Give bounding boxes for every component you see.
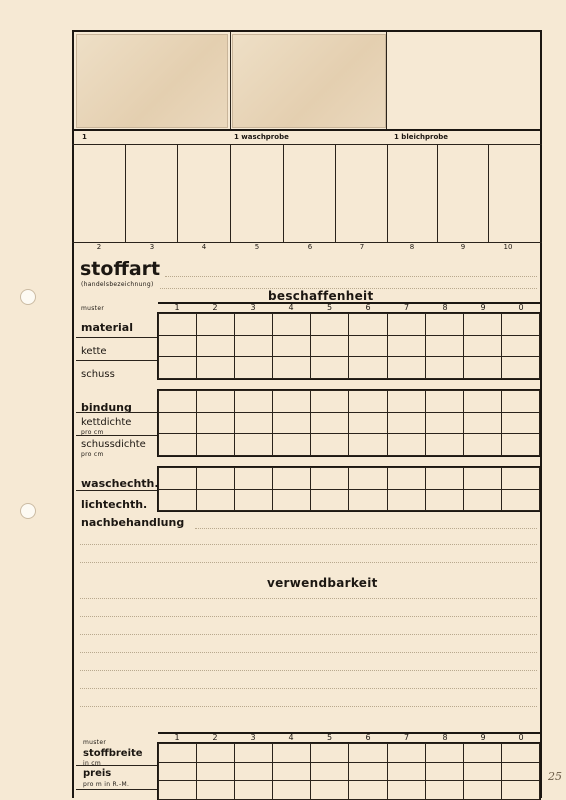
row-label-schuss: schuss bbox=[81, 369, 115, 380]
bottom-column-number: 0 bbox=[518, 733, 524, 742]
blank-line bbox=[80, 598, 537, 599]
strip-divider bbox=[283, 144, 284, 242]
bottom-column-number: 9 bbox=[480, 733, 486, 742]
strip-number: 5 bbox=[254, 243, 260, 251]
blank-line bbox=[80, 688, 537, 689]
row-label-nachbehandlung: nachbehandlung bbox=[81, 516, 185, 529]
swatch-label-wash: 1 waschprobe bbox=[234, 133, 289, 141]
stoffart-title: stoffart bbox=[80, 258, 161, 280]
column-number: 9 bbox=[480, 303, 486, 312]
strip-number: 9 bbox=[460, 243, 466, 251]
stoffbreite-unit: in cm bbox=[83, 760, 102, 767]
stoffart-subtitle: (handelsbezeichnung) bbox=[81, 281, 154, 288]
swatch-bottom-line bbox=[72, 129, 542, 131]
beschaffenheit-heading: beschaffenheit bbox=[268, 289, 374, 303]
strip-number: 3 bbox=[149, 243, 155, 251]
verwendbarkeit-heading: verwendbarkeit bbox=[267, 576, 378, 590]
strip-divider bbox=[387, 144, 388, 242]
row-label-lichtechth: lichtechth. bbox=[81, 498, 148, 511]
strip-divider bbox=[437, 144, 438, 242]
swatch-divider-2 bbox=[386, 32, 387, 130]
row-label-kettdichte: kettdichte bbox=[81, 417, 132, 428]
row-label-stoffbreite: stoffbreite bbox=[83, 748, 143, 759]
muster-label: muster bbox=[81, 305, 105, 312]
price-grid bbox=[157, 742, 541, 800]
bindung-grid bbox=[157, 389, 541, 457]
row-line bbox=[76, 435, 157, 436]
bottom-column-number: 6 bbox=[365, 733, 371, 742]
bottom-column-number: 2 bbox=[212, 733, 218, 742]
column-number: 7 bbox=[403, 303, 410, 312]
blank-line bbox=[80, 670, 537, 671]
swatch-label-bleach: 1 bleichprobe bbox=[394, 133, 449, 141]
row-label-bindung: bindung bbox=[81, 401, 132, 414]
strip-divider bbox=[488, 144, 489, 242]
bottom-column-number: 5 bbox=[326, 733, 333, 742]
column-number: 3 bbox=[250, 303, 256, 312]
bottom-column-number: 7 bbox=[403, 733, 410, 742]
bottom-muster-label: muster bbox=[83, 739, 107, 746]
kettdichte-unit: pro cm bbox=[81, 429, 104, 436]
echtheit-grid bbox=[157, 466, 541, 512]
strip-number: 2 bbox=[96, 243, 102, 251]
strip-number: 7 bbox=[359, 243, 365, 251]
stoffart-fill-line bbox=[165, 276, 537, 277]
row-line bbox=[76, 789, 157, 790]
blank-line bbox=[80, 616, 537, 617]
strip-number: 4 bbox=[201, 243, 207, 251]
preis-unit: pro m in R.-M. bbox=[83, 781, 130, 788]
swatch-label-1: 1 bbox=[82, 133, 87, 141]
row-line bbox=[76, 337, 157, 338]
punch-hole-bottom bbox=[20, 503, 36, 519]
strip-divider bbox=[177, 144, 178, 242]
fabric-swatch-wash bbox=[232, 34, 386, 128]
nachbehandlung-fill-line bbox=[195, 528, 537, 529]
column-number: 4 bbox=[288, 303, 294, 312]
swatch-divider-1 bbox=[230, 32, 231, 130]
page-number: 25 bbox=[548, 770, 562, 783]
punch-hole-top bbox=[20, 289, 36, 305]
blank-line bbox=[80, 562, 537, 563]
column-number: 8 bbox=[442, 303, 448, 312]
blank-line bbox=[80, 652, 537, 653]
bottom-column-number: 3 bbox=[250, 733, 256, 742]
row-line bbox=[76, 360, 157, 361]
row-label-kette: kette bbox=[81, 346, 107, 357]
bottom-column-number: 4 bbox=[288, 733, 294, 742]
column-number: 0 bbox=[518, 303, 524, 312]
fabric-swatch-1 bbox=[76, 34, 228, 128]
blank-line bbox=[80, 544, 537, 545]
column-number: 5 bbox=[326, 303, 333, 312]
row-line bbox=[76, 490, 157, 491]
strip-divider bbox=[230, 144, 231, 242]
bottom-column-number: 1 bbox=[174, 733, 180, 742]
blank-line bbox=[80, 706, 537, 707]
label-row-line bbox=[72, 144, 542, 145]
bottom-column-number: 8 bbox=[442, 733, 448, 742]
blank-line bbox=[80, 634, 537, 635]
row-line bbox=[76, 765, 157, 766]
column-number: 1 bbox=[174, 303, 180, 312]
strip-divider bbox=[335, 144, 336, 242]
row-label-material: material bbox=[81, 321, 133, 334]
row-label-preis: preis bbox=[83, 768, 112, 779]
strip-number: 8 bbox=[409, 243, 415, 251]
schussdichte-unit: pro cm bbox=[81, 451, 104, 458]
column-number: 6 bbox=[365, 303, 371, 312]
strip-divider bbox=[125, 144, 126, 242]
material-grid bbox=[157, 312, 541, 380]
strip-number: 10 bbox=[503, 243, 513, 251]
row-line bbox=[76, 412, 157, 413]
row-label-schussdichte: schussdichte bbox=[81, 439, 146, 450]
row-label-waschechth: waschechth. bbox=[81, 477, 159, 490]
column-number: 2 bbox=[212, 303, 218, 312]
strip-number: 6 bbox=[307, 243, 313, 251]
